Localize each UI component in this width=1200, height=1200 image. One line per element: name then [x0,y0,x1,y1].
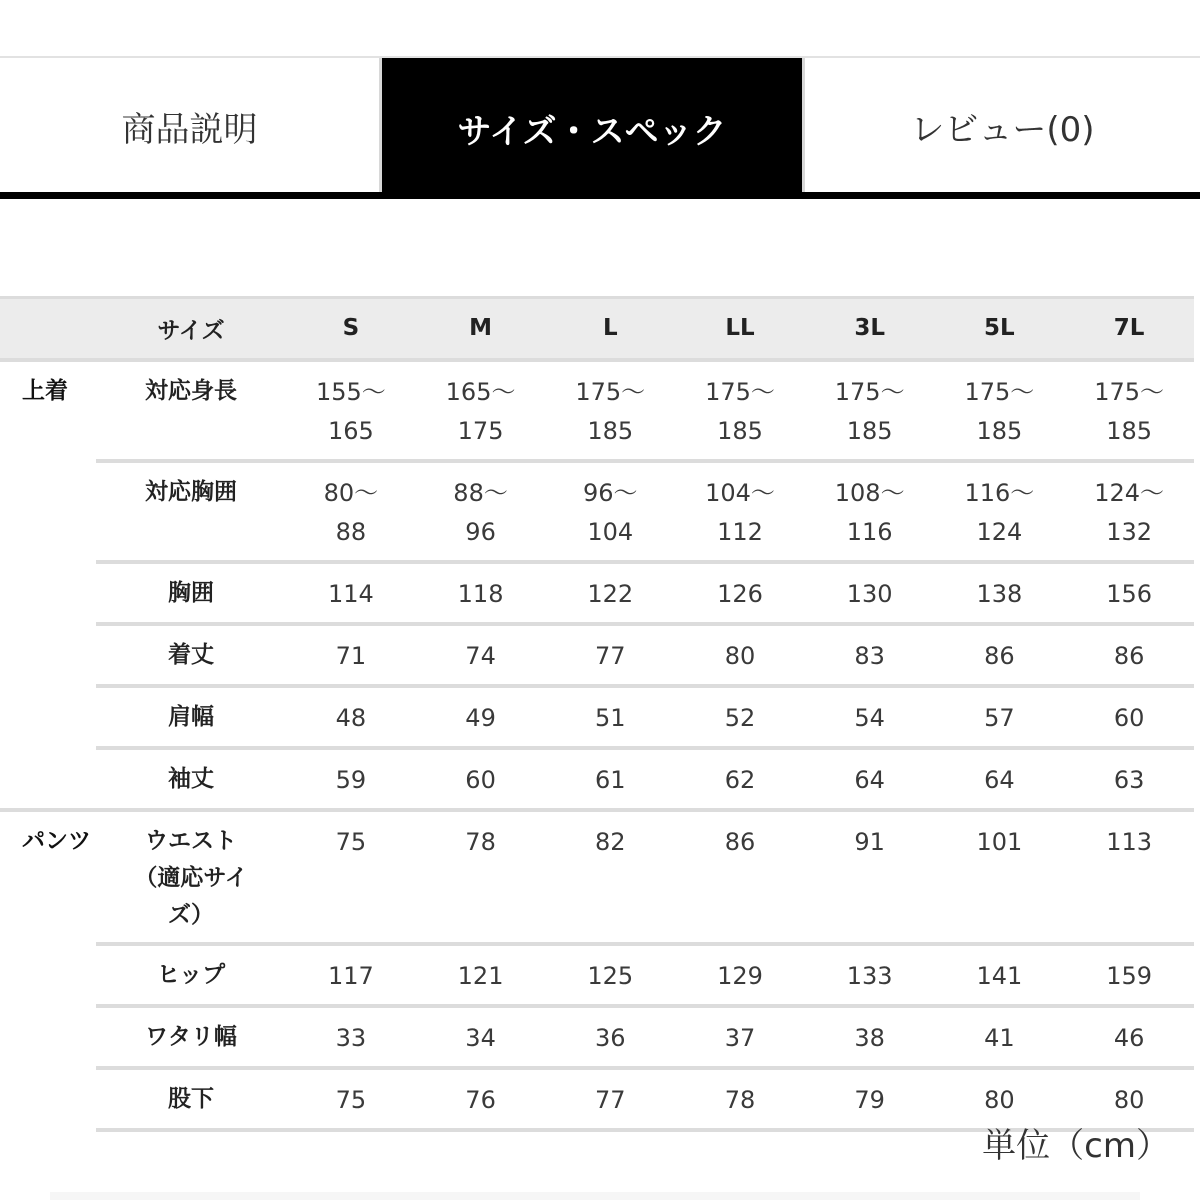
size-value-cell: 133 [805,944,935,1006]
size-value-cell: 37 [675,1006,805,1068]
size-value-cell: 60 [416,748,546,810]
size-value-cell: 104〜 112 [675,461,805,562]
size-value-cell: 79 [805,1068,935,1130]
header-size-m: M [416,298,546,360]
size-value-cell: 175〜 185 [575,377,646,445]
size-value-cell: 46 [1064,1006,1194,1068]
size-value-cell: 76 [416,1068,546,1130]
row-label: 袖丈 [96,748,286,810]
table-header-row [0,298,1194,360]
header-size-3l: 3L [805,298,935,360]
size-value-cell: 159 [1064,944,1194,1006]
size-value-cell: 75 [286,810,416,944]
product-tabs [0,58,1200,194]
size-value-cell: 52 [675,686,805,748]
row-label: ウエスト （適応サイ ズ） [96,810,286,944]
size-value-cell: 78 [416,810,546,944]
category-label: パンツ [0,810,96,1130]
tab-label: サイズ・スペック [457,111,727,152]
size-value-cell: 64 [935,748,1065,810]
header-size-ll: LL [675,298,805,360]
size-value-cell: 118 [416,562,546,624]
table-row [0,686,1194,748]
table-row [0,1006,1194,1068]
table-row [0,624,1194,686]
size-value-cell: 117 [286,944,416,1006]
size-value-cell: 41 [935,1006,1065,1068]
size-value-cell: 80〜 88 [286,461,416,562]
size-value-cell: 77 [545,624,675,686]
unit-note: 単位（cm） [982,1126,1170,1166]
size-value-cell: 49 [416,686,546,748]
header-size-7l: 7L [1064,298,1194,360]
tab-label: 商品説明 [121,109,258,150]
size-value-cell: 175〜 185 [1094,377,1165,445]
size-value-cell: 83 [805,624,935,686]
size-value-cell: 61 [545,748,675,810]
size-value-cell: 63 [1064,748,1194,810]
table-row [0,461,1194,562]
size-value-cell: 122 [545,562,675,624]
size-value-cell: 96〜 104 [545,461,675,562]
size-value-cell: 126 [675,562,805,624]
row-label: ヒップ [96,944,286,1006]
tab-label: レビュー(0) [910,109,1095,150]
row-label: 胸囲 [96,562,286,624]
size-value-cell: 88〜 96 [416,461,546,562]
table-row [0,562,1194,624]
table-row [0,810,1194,944]
size-value-cell: 116〜 124 [935,461,1065,562]
size-value-cell: 60 [1064,686,1194,748]
size-value-cell: 34 [416,1006,546,1068]
size-value-cell: 175〜 185 [964,377,1035,445]
row-label: 肩幅 [96,686,286,748]
size-value-cell: 54 [805,686,935,748]
bottom-edge [50,1192,1140,1200]
size-value-cell: 86 [935,624,1065,686]
size-value-cell: 125 [545,944,675,1006]
header-size-s: S [286,298,416,360]
table-body [0,360,1194,1130]
category-label: 上着 [22,377,68,404]
size-value-cell: 86 [1064,624,1194,686]
size-value-cell: 101 [935,810,1065,944]
tab-size-spec[interactable] [382,58,802,198]
size-value-cell: 80 [1064,1068,1194,1130]
size-value-cell: 108〜 116 [805,461,935,562]
size-value-cell: 165〜 175 [445,377,516,445]
table-row [0,944,1194,1006]
row-label: ワタリ幅 [96,1006,286,1068]
header-size-label: サイズ [96,298,286,360]
size-value-cell: 74 [416,624,546,686]
size-value-cell: 141 [935,944,1065,1006]
size-value-cell: 155〜 165 [315,377,386,445]
size-value-cell: 62 [675,748,805,810]
header-size-l: L [545,298,675,360]
size-value-cell: 175〜 185 [705,377,775,445]
size-value-cell: 175〜 185 [834,377,905,445]
size-value-cell: 129 [675,944,805,1006]
header-size-5l: 5L [935,298,1065,360]
row-label: 対応胸囲 [96,461,286,562]
tab-underline-bar [0,192,1200,199]
size-value-cell: 33 [286,1006,416,1068]
size-value-cell: 86 [675,810,805,944]
size-value-cell: 156 [1064,562,1194,624]
size-value-cell: 48 [286,686,416,748]
row-label: 着丈 [96,624,286,686]
header-empty [0,298,96,360]
size-value-cell: 124〜 132 [1064,461,1194,562]
table-row [0,748,1194,810]
size-value-cell: 59 [286,748,416,810]
size-spec-table [0,296,1194,1132]
size-value-cell: 138 [935,562,1065,624]
size-value-cell: 71 [286,624,416,686]
tab-product-description[interactable] [0,58,382,194]
row-label: 対応身長 [145,377,237,404]
size-value-cell: 82 [545,810,675,944]
size-value-cell: 121 [416,944,546,1006]
size-value-cell: 64 [805,748,935,810]
size-value-cell: 80 [675,624,805,686]
row-label: 股下 [96,1068,286,1130]
size-value-cell: 78 [675,1068,805,1130]
size-value-cell: 57 [935,686,1065,748]
size-value-cell: 36 [545,1006,675,1068]
size-value-cell: 77 [545,1068,675,1130]
size-value-cell: 113 [1064,810,1194,944]
size-value-cell: 130 [805,562,935,624]
size-value-cell: 38 [805,1006,935,1068]
size-value-cell: 75 [286,1068,416,1130]
size-value-cell: 51 [545,686,675,748]
size-value-cell: 114 [286,562,416,624]
table-row [0,360,1194,461]
tab-reviews[interactable] [802,58,1200,194]
size-value-cell: 91 [805,810,935,944]
size-value-cell: 80 [935,1068,1065,1130]
